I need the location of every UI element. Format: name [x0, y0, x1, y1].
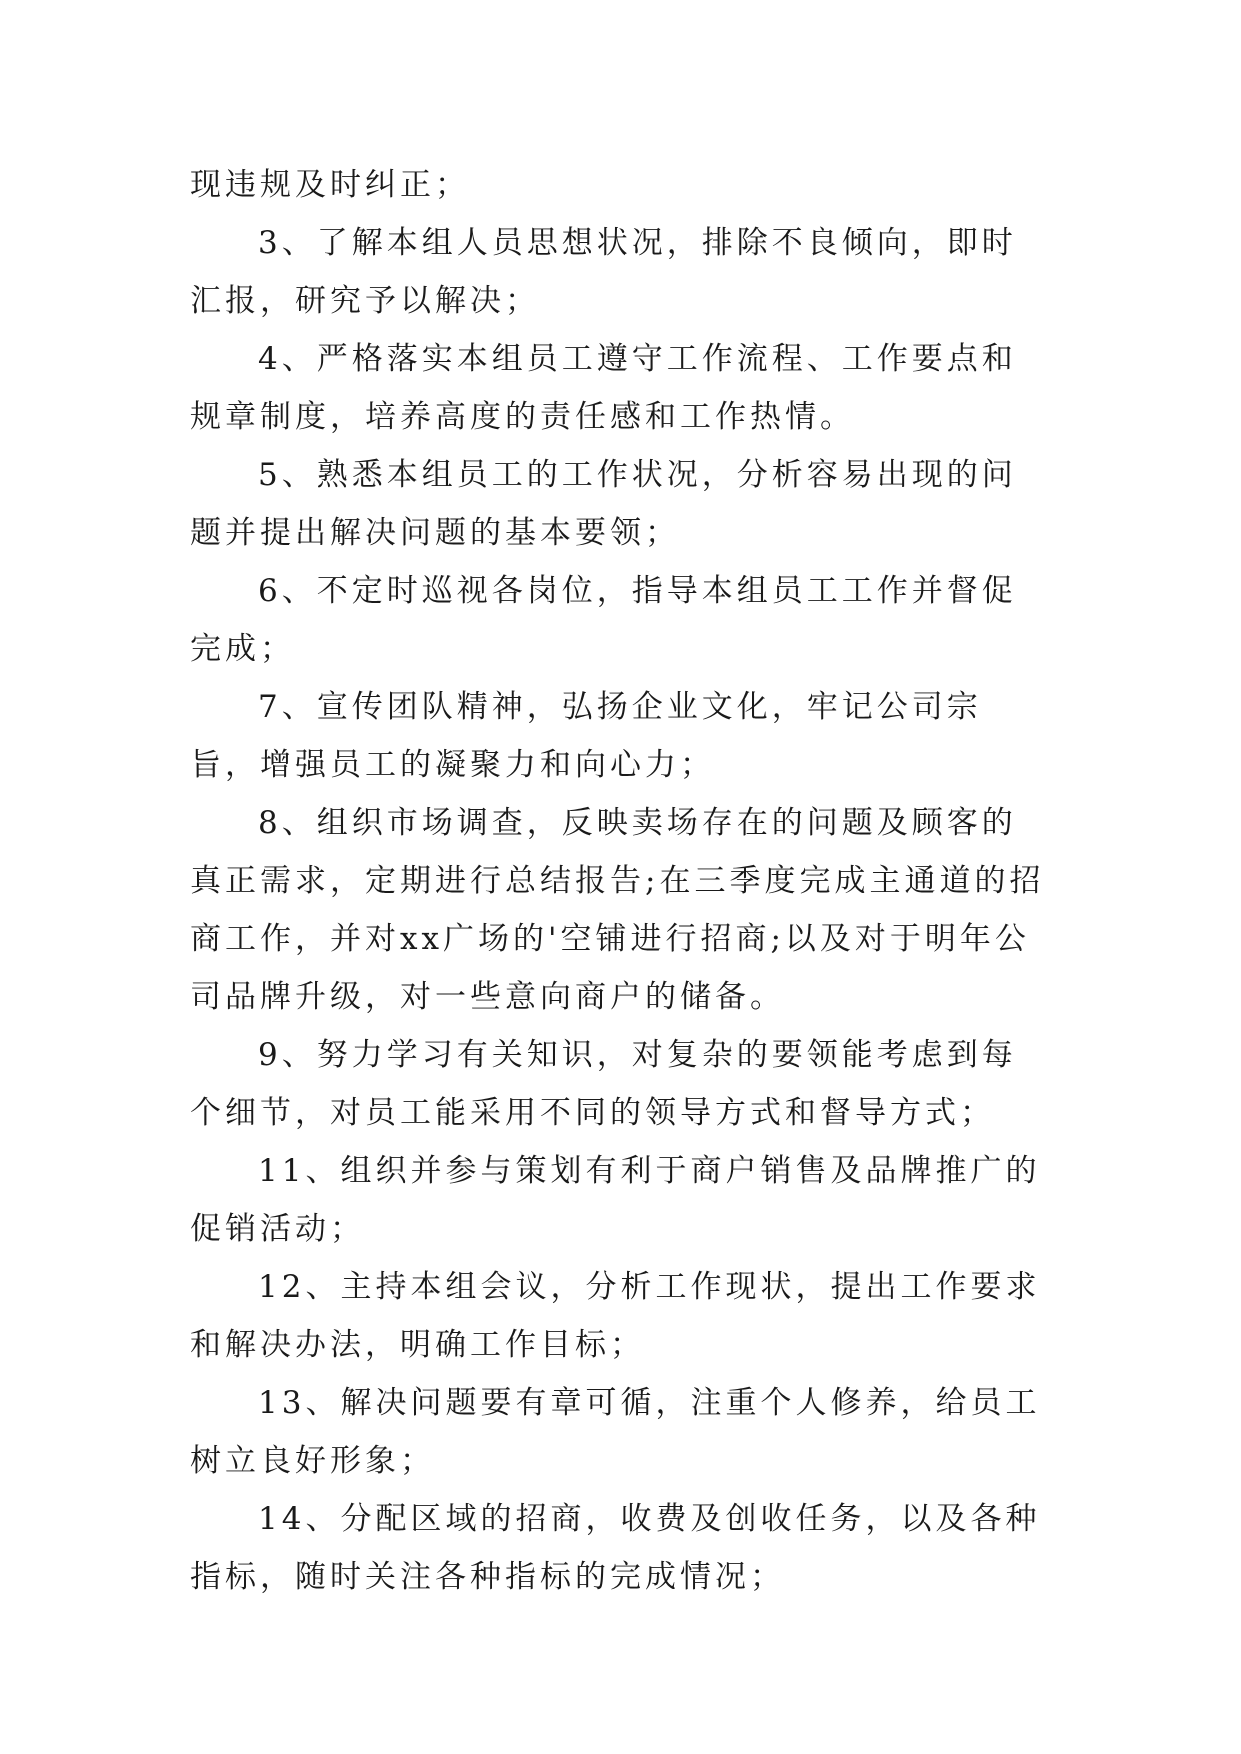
- paragraph-continuation: 现违规及时纠正；: [190, 167, 470, 203]
- paragraph-item-8: 8、组织市场调查，反映卖场存在的问题及顾客的真正需求，定期进行总结报告;在三季度完成主通道的招商工作，并对xx广场的'空铺进行招商;以及对于明年公司品牌升级，对一些意向商户的储备。: [190, 805, 1045, 1015]
- paragraph-item-13: 13、解决问题要有章可循，注重个人修养，给员工树立良好形象；: [190, 1385, 1041, 1479]
- paragraph-item-7: 7、宣传团队精神，弘扬企业文化，牢记公司宗旨，增强员工的凝聚力和向心力；: [190, 689, 982, 783]
- paragraph-item-9: 9、努力学习有关知识，对复杂的要领能考虑到每个细节，对员工能采用不同的领导方式和督导方式；: [190, 1037, 1017, 1131]
- paragraph-item-14: 14、分配区域的招商，收费及创收任务，以及各种指标，随时关注各种指标的完成情况；: [190, 1501, 1041, 1595]
- paragraph-item-4: 4、严格落实本组员工遵守工作流程、工作要点和规章制度，培养高度的责任感和工作热情。: [190, 341, 1017, 435]
- document-body: [190, 156, 1050, 1606]
- paragraph-item-11: 11、组织并参与策划有利于商户销售及品牌推广的促销活动；: [190, 1153, 1041, 1247]
- paragraph-item-5: 5、熟悉本组员工的工作状况，分析容易出现的问题并提出解决问题的基本要领；: [190, 457, 1017, 551]
- paragraph-item-12: 12、主持本组会议，分析工作现状，提出工作要求和解决办法，明确工作目标；: [190, 1269, 1041, 1363]
- paragraph-item-6: 6、不定时巡视各岗位，指导本组员工工作并督促完成；: [190, 573, 1017, 667]
- paragraph-item-3: 3、了解本组人员思想状况，排除不良倾向，即时汇报，研究予以解决；: [190, 225, 1017, 319]
